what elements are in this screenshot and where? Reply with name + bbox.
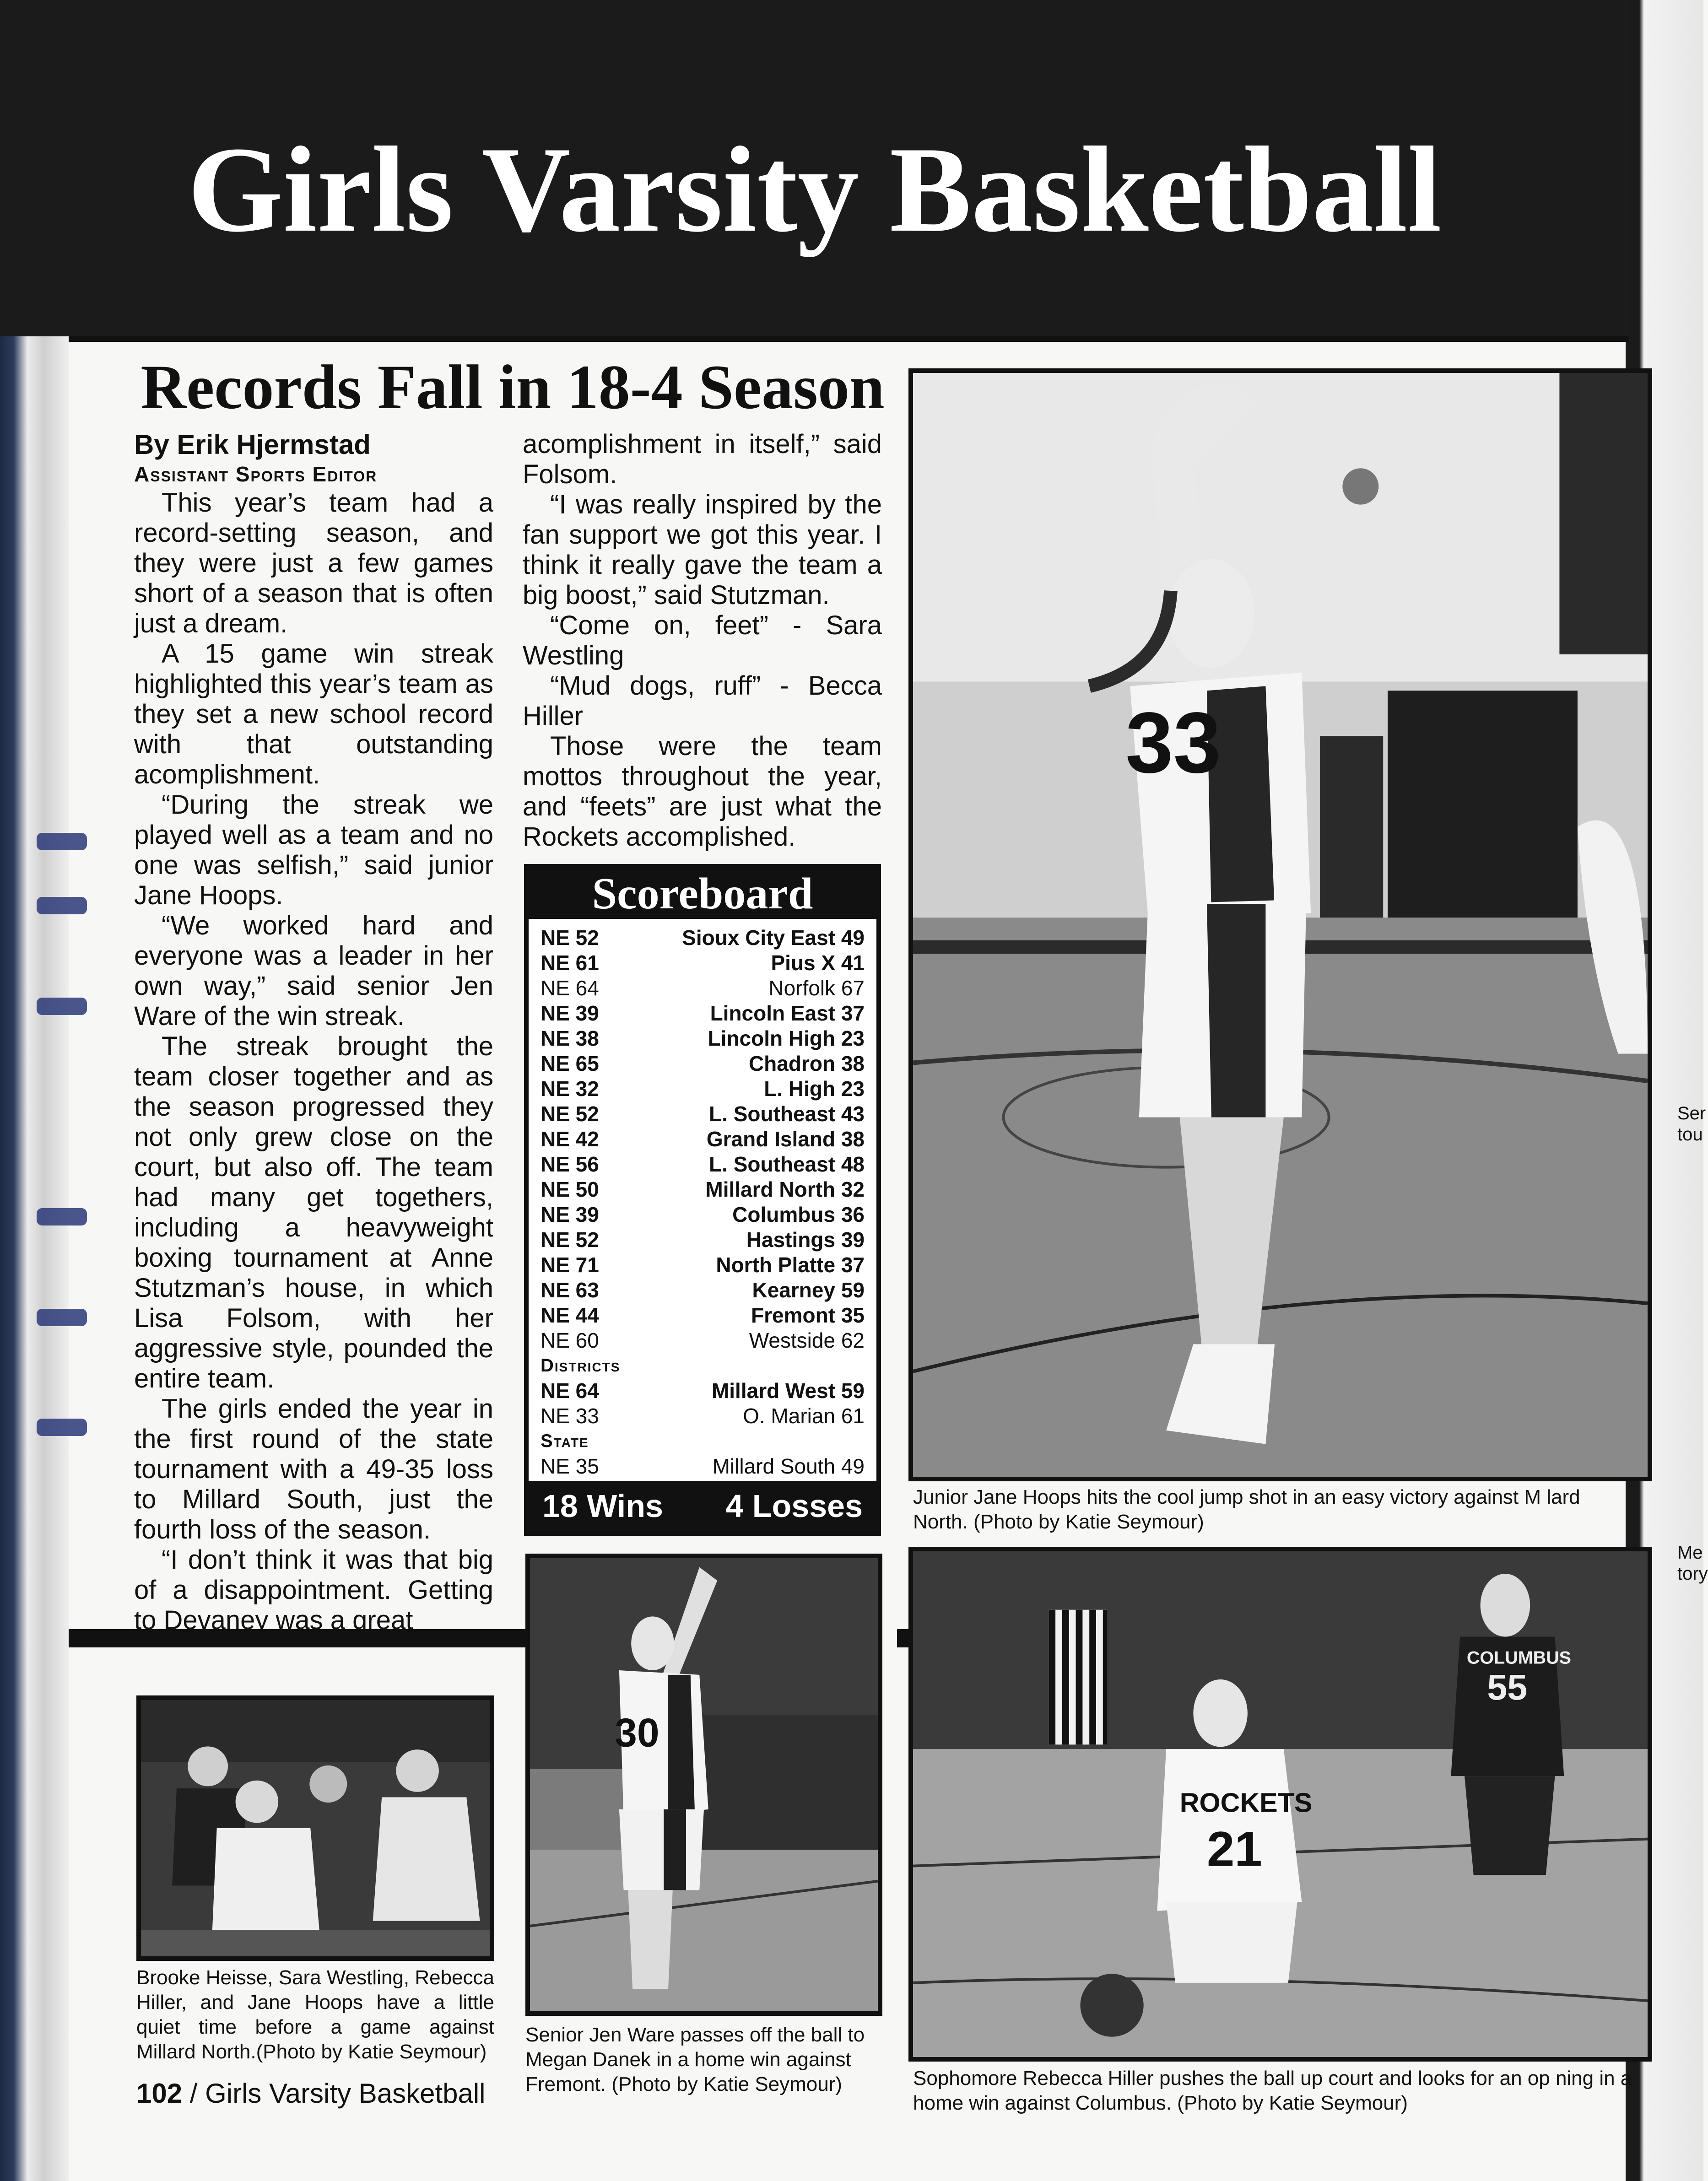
article-paragraph: “Come on, feet” - Sara Westling bbox=[523, 610, 882, 670]
opponent-score: Westside 62 bbox=[749, 1328, 865, 1352]
photo-ware-pass bbox=[525, 1554, 882, 2016]
scoreboard-row bbox=[541, 1404, 865, 1429]
ne-score: NE 38 bbox=[541, 1026, 599, 1050]
photo-jump-shot bbox=[908, 368, 1652, 1481]
spine-mark bbox=[37, 1419, 87, 1436]
scoreboard-row bbox=[541, 1101, 865, 1127]
byline: By Erik Hjermstad bbox=[134, 429, 371, 460]
wins-total: 18 Wins bbox=[542, 1488, 663, 1524]
opponent-score: Norfolk 67 bbox=[768, 976, 865, 1000]
opponent-score: Lincoln East 37 bbox=[710, 1001, 865, 1025]
opponent-score: O. Marian 61 bbox=[743, 1404, 865, 1428]
scoreboard-row bbox=[541, 1001, 865, 1026]
caption-main: Junior Jane Hoops hits the cool jump shot in an easy victory against M lard North. (Photo by Katie Seymour) bbox=[913, 1486, 1580, 1533]
districts-label: Districts bbox=[541, 1355, 621, 1376]
fragment-text: tou bbox=[1677, 1124, 1703, 1144]
spine-mark bbox=[37, 833, 87, 850]
jersey-number: 21 bbox=[1207, 1821, 1262, 1877]
article-paragraph: “Mud dogs, ruff” - Becca Hiller bbox=[523, 671, 882, 731]
ne-score: NE 33 bbox=[541, 1404, 599, 1428]
spine-mark bbox=[37, 1208, 87, 1225]
scoreboard-row bbox=[541, 976, 865, 1001]
caption-hiller: Sophomore Rebecca Hiller pushes the ball up court and looks for an op ning in a home win against Columbus. (Photo by Katie Seymour) bbox=[913, 2067, 1632, 2114]
scoreboard-row bbox=[541, 1303, 865, 1328]
opponent-score: Fremont 35 bbox=[751, 1303, 865, 1327]
opponent-score: L. Southeast 43 bbox=[709, 1102, 865, 1126]
article-paragraph: “During the streak we played well as a team and no one was selfish,” said junior Jane Hoops. bbox=[134, 790, 493, 910]
caption-ware: Senior Jen Ware passes off the ball to Megan Danek in a home win against Fremont. (Photo by Katie Seymour) bbox=[525, 2024, 865, 2095]
page-number: 102 bbox=[136, 2078, 183, 2109]
state-label: State bbox=[541, 1431, 589, 1451]
jersey-text: ROCKETS bbox=[1179, 1787, 1313, 1818]
scoreboard-row bbox=[541, 1051, 865, 1076]
fragment-text: tory bbox=[1677, 1564, 1708, 1584]
opponent-score: Millard North 32 bbox=[705, 1177, 865, 1201]
losses-total: 4 Losses bbox=[725, 1488, 863, 1524]
photo-hiller-dribble bbox=[908, 1547, 1652, 2062]
scoreboard-row bbox=[541, 1152, 865, 1177]
jersey-number: 55 bbox=[1487, 1667, 1528, 1708]
scoreboard-rows bbox=[529, 919, 876, 1479]
scoreboard-row bbox=[541, 1328, 865, 1353]
article-paragraph: The streak brought the team closer together and as the season progressed they not only grew close on the court, but also off. The team had many get togethers, including a heavyweight boxing tournament at Anne Stutzman’s house, in which Lisa Folsom, with her aggressive style, pounded the entire team. bbox=[134, 1031, 493, 1393]
scoreboard-row bbox=[541, 1127, 865, 1152]
ne-score: NE 42 bbox=[541, 1127, 599, 1151]
scoreboard-row bbox=[541, 1454, 865, 1479]
opponent-score: Millard West 59 bbox=[711, 1379, 865, 1403]
opponent-score: Lincoln High 23 bbox=[708, 1026, 865, 1050]
article-column-1 bbox=[134, 429, 493, 1636]
ne-score: NE 65 bbox=[541, 1052, 599, 1075]
scoreboard-row bbox=[541, 1378, 865, 1404]
ne-score: NE 52 bbox=[541, 1228, 599, 1252]
opponent-score: Millard South 49 bbox=[712, 1454, 865, 1478]
spine-mark bbox=[37, 1309, 87, 1326]
scoreboard-title: Scoreboard bbox=[529, 869, 876, 919]
opponent-score: Kearney 59 bbox=[752, 1278, 865, 1302]
article-paragraph: “We worked hard and everyone was a leader in her own way,” said senior Jen Ware of the win streak. bbox=[134, 911, 493, 1031]
scoreboard-row bbox=[541, 1278, 865, 1303]
scoreboard-row bbox=[541, 950, 865, 976]
ne-score: NE 52 bbox=[541, 926, 599, 950]
spine-mark bbox=[37, 998, 87, 1015]
ne-score: NE 60 bbox=[541, 1328, 599, 1352]
ne-score: NE 61 bbox=[541, 951, 599, 975]
caption-bench: Brooke Heisse, Sara Westling, Rebecca Hiller, and Jane Hoops have a little quiet time before a game against Millard North.(Photo by Katie Seymour) bbox=[136, 1966, 494, 2063]
ne-score: NE 39 bbox=[541, 1001, 599, 1025]
article-paragraph: “I was really inspired by the fan support we got this year. I think it really gave the team a big boost,” said Stutzman. bbox=[523, 490, 882, 610]
opponent-score: Columbus 36 bbox=[732, 1203, 865, 1226]
article-paragraph: This year’s team had a record-setting season, and they were just a few games short of a season that is often just a dream. bbox=[134, 488, 493, 638]
opponent-score: Hastings 39 bbox=[746, 1228, 865, 1252]
jersey-text: COLUMBUS bbox=[1466, 1647, 1572, 1668]
ne-score: NE 39 bbox=[541, 1203, 599, 1226]
scoreboard-record bbox=[529, 1481, 876, 1531]
page-folio bbox=[136, 2078, 486, 2109]
article-headline: Records Fall in 18-4 Season bbox=[141, 352, 885, 422]
ne-score: NE 64 bbox=[541, 1379, 599, 1403]
article-column-2 bbox=[523, 429, 882, 852]
scoreboard-row bbox=[541, 1227, 865, 1252]
scoreboard-row bbox=[541, 1202, 865, 1227]
opponent-score: Sioux City East 49 bbox=[682, 926, 865, 950]
opponent-score: L. High 23 bbox=[764, 1077, 865, 1101]
opponent-score: Chadron 38 bbox=[748, 1052, 865, 1075]
ne-score: NE 52 bbox=[541, 1102, 599, 1126]
opponent-score: L. Southeast 48 bbox=[709, 1152, 865, 1176]
facing-page-fragment bbox=[1677, 1103, 1706, 1145]
scoreboard-row bbox=[541, 1026, 865, 1051]
ne-score: NE 44 bbox=[541, 1303, 599, 1327]
scoreboard-row bbox=[541, 1076, 865, 1101]
fragment-text: Ser bbox=[1677, 1103, 1706, 1123]
jersey-number: 30 bbox=[615, 1710, 659, 1755]
opponent-score: Pius X 41 bbox=[771, 951, 865, 975]
opponent-score: Grand Island 38 bbox=[706, 1127, 865, 1151]
frame-rule bbox=[69, 336, 1629, 342]
page-title: Girls Varsity Basketball bbox=[188, 121, 1442, 257]
article-continuation: acomplishment in itself,” said Folsom. bbox=[523, 429, 882, 489]
byline-title: Assistant Sports Editor bbox=[134, 462, 378, 486]
ne-score: NE 32 bbox=[541, 1077, 599, 1101]
ne-score: NE 64 bbox=[541, 976, 599, 1000]
scoreboard bbox=[524, 864, 881, 1536]
article-paragraph: Those were the team mottos throughout the year, and “feets” are just what the Rockets accomplished. bbox=[523, 731, 882, 852]
scoreboard-row bbox=[541, 1177, 865, 1202]
jersey-number: 33 bbox=[1125, 694, 1221, 791]
ne-score: NE 35 bbox=[541, 1454, 599, 1478]
ne-score: NE 71 bbox=[541, 1253, 599, 1277]
folio-section: / Girls Varsity Basketball bbox=[189, 2078, 486, 2109]
ne-score: NE 56 bbox=[541, 1152, 599, 1176]
scoreboard-row bbox=[541, 925, 865, 950]
scoreboard-row bbox=[541, 1252, 865, 1278]
ne-score: NE 50 bbox=[541, 1177, 599, 1201]
opponent-score: North Platte 37 bbox=[716, 1253, 865, 1277]
photo-bench bbox=[136, 1695, 494, 1961]
ne-score: NE 63 bbox=[541, 1278, 599, 1302]
facing-page-fragment bbox=[1677, 1542, 1708, 1584]
spine-mark bbox=[37, 897, 87, 914]
article-paragraph: A 15 game win streak highlighted this year’s team as they set a new school record with that outstanding acomplishment. bbox=[134, 639, 493, 789]
article-paragraph: The girls ended the year in the first round of the state tournament with a 49-35 loss to Millard South, just the fourth loss of the season. bbox=[134, 1394, 493, 1544]
fragment-text: Me bbox=[1677, 1543, 1703, 1563]
article-paragraph: “I don’t think it was that big of a disappointment. Getting to Devaney was a great bbox=[134, 1545, 493, 1635]
